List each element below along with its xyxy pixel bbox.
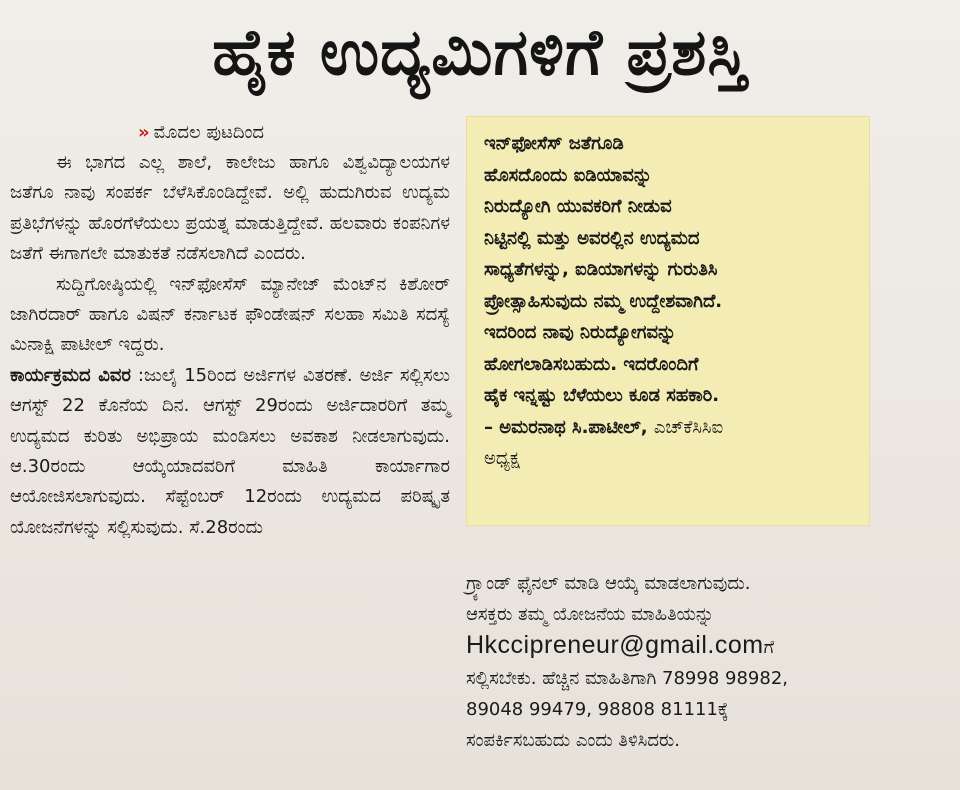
quote-line: ಹೈಕ ಇನ್ನಷ್ಟು ಬೆಳೆಯಲು ಕೂಡ ಸಹಕಾರಿ. — [484, 385, 720, 406]
body-paragraph-1: ಈ ಭಾಗದ ಎಲ್ಲ ಶಾಲೆ, ಕಾಲೇಜು ಹಾಗೂ ವಿಶ್ವವಿದ್ಯಾಲಯಗಳ ಜತೆಗೂ ನಾವು ಸಂಪರ್ಕ ಬೆಳೆಸಿಕೊಂಡಿದ್ದೇವೆ. ಅಲ್ಲಿ ಹುದುಗಿರುವ ಉದ್ಯಮ ಪ್ರತಿಭೆಗಳನ್ನು ಹೊರಗೆಳೆಯಲು ಪ್ರಯತ್ನ ಮಾಡುತ್ತಿದ್ದೇವೆ. ಹಲವಾರು ಕಂಪನಿಗಳ ಜತೆಗೆ ಈಗಾಗಲೇ ಮಾತುಕತೆ ನಡೆಸಲಾಗಿದೆ ಎಂದರು. — [10, 152, 450, 265]
schedule-paragraph — [10, 361, 450, 543]
quote-author-org: ಎಚ್‌ಕೆಸಿಸಿಐ — [653, 416, 724, 438]
quote-line: ಪ್ರೋತ್ಸಾಹಿಸುವುದು ನಮ್ಮ ಉದ್ದೇಶವಾಗಿದೆ. — [484, 290, 723, 312]
quote-line: ನಿರುದ್ಯೋಗಿ ಯುವಕರಿಗೆ ನೀಡುವ — [484, 196, 672, 217]
left-column — [10, 118, 450, 543]
quote-line: ನಿಟ್ಟಿನಲ್ಲಿ ಮತ್ತು ಅವರಲ್ಲಿನ ಉದ್ಯಮದ — [484, 227, 700, 249]
quote-line: ಹೊಸದೊಂದು ಐಡಿಯಾವನ್ನು — [484, 164, 652, 186]
quote-box — [466, 116, 870, 526]
right-line-5: ಸಂಪರ್ಕಿಸಬಹುದು ಎಂದು ತಿಳಿಸಿದರು. — [466, 730, 680, 751]
right-line-4: 89048 99479, 98808 81111ಕ್ಕೆ — [466, 699, 729, 720]
quote-line: ಇದರಿಂದ ನಾವು ನಿರುದ್ಯೋಗವನ್ನು — [484, 322, 677, 343]
body-paragraph-2: ಸುದ್ದಿಗೋಷ್ಠಿಯಲ್ಲಿ ಇನ್‌ಫೋಸೆಸ್ ಮ್ಯಾನೇಜ್ ಮೆಂಟ್‌ನ ಕಿಶೋರ್ ಜಾಗಿರದಾರ್ ಹಾಗೂ ವಿಷನ್ ಕರ್ನಾಟಕ ಫೌಂಡೇಷನ್ ಸಲಹಾ ಸಮಿತಿ ಸದಸ್ಯೆ ಮಿನಾಕ್ಷಿ ಪಾಟೀಲ್ ಇದ್ದರು. — [10, 273, 450, 356]
quote-line: ಇನ್‌ಫೋಸೆಸ್ ಜತೆಗೂಡಿ — [484, 133, 624, 154]
continued-marker: » — [138, 122, 150, 143]
schedule-body: :ಜುಲೈ 15ರಿಂದ ಅರ್ಜಿಗಳ ವಿತರಣೆ. ಅರ್ಜಿ ಸಲ್ಲಿಸಲು ಆಗಸ್ಟ್ 22 ಕೊನೆಯ ದಿನ. ಆಗಸ್ಟ್ 29ರಂದು ಅರ್ಜಿದಾರರಿಗೆ ತಮ್ಮ ಉದ್ಯಮದ ಕುರಿತು ಅಭಿಪ್ರಾಯ ಮಂಡಿಸಲು ಅವಕಾಶ ನೀಡಲಾಗುವುದು. ಆ.30ರಂದು ಆಯ್ಕೆಯಾದವರಿಗೆ ಮಾಹಿತಿ ಕಾರ್ಯಾಗಾರ ಆಯೋಜಿಸಲಾಗುವುದು. ಸೆಪ್ಟೆಂಬರ್ 12ರಂದು ಉದ್ಯಮದ ಪರಿಷ್ಕೃತ ಯೋಜನೆಗಳನ್ನು ಸಲ್ಲಿಸುವುದು. ಸೆ.28ರಂದು — [10, 364, 450, 538]
right-column — [466, 568, 878, 756]
email-suffix: ಗೆ — [763, 637, 775, 658]
continued-from-front-page — [10, 118, 450, 148]
email-line — [466, 630, 878, 663]
headline: ಹೈಕ ಉದ್ಯಮಿಗಳಿಗೆ ಪ್ರಶಸ್ತಿ — [212, 16, 748, 90]
schedule-heading: ಕಾರ್ಯಕ್ರಮದ ವಿವರ — [10, 364, 131, 386]
quote-text — [484, 128, 860, 475]
right-line-1: ಗ್ರ್ಯಾಂಡ್ ಫೈನಲ್ ಮಾಡಿ ಆಯ್ಕೆ ಮಾಡಲಾಗುವುದು. — [466, 573, 751, 594]
quote-author: – ಅಮರನಾಥ ಸಿ.ಪಾಟೀಲ್, — [484, 416, 648, 438]
quote-line: ಹೋಗಲಾಡಿಸಬಹುದು. ಇದರೊಂದಿಗೆ — [484, 353, 699, 375]
quote-author-role: ಅಧ್ಯಕ್ಷ — [484, 448, 520, 469]
right-line-3: ಸಲ್ಲಿಸಬೇಕು. ಹೆಚ್ಚಿನ ಮಾಹಿತಿಗಾಗಿ 78998 98982, — [466, 668, 788, 689]
quote-line: ಸಾಧ್ಯತೆಗಳನ್ನು, ಐಡಿಯಾಗಳನ್ನು ಗುರುತಿಸಿ — [484, 259, 718, 280]
quote-attribution — [484, 412, 860, 444]
contact-email: Hkccipreneur@gmail.com — [466, 631, 764, 659]
continued-label: ಮೊದಲ ಪುಟದಿಂದ — [153, 122, 265, 143]
right-line-2: ಆಸಕ್ತರು ತಮ್ಮ ಯೋಜನೆಯ ಮಾಹಿತಿಯನ್ನು — [466, 604, 715, 625]
